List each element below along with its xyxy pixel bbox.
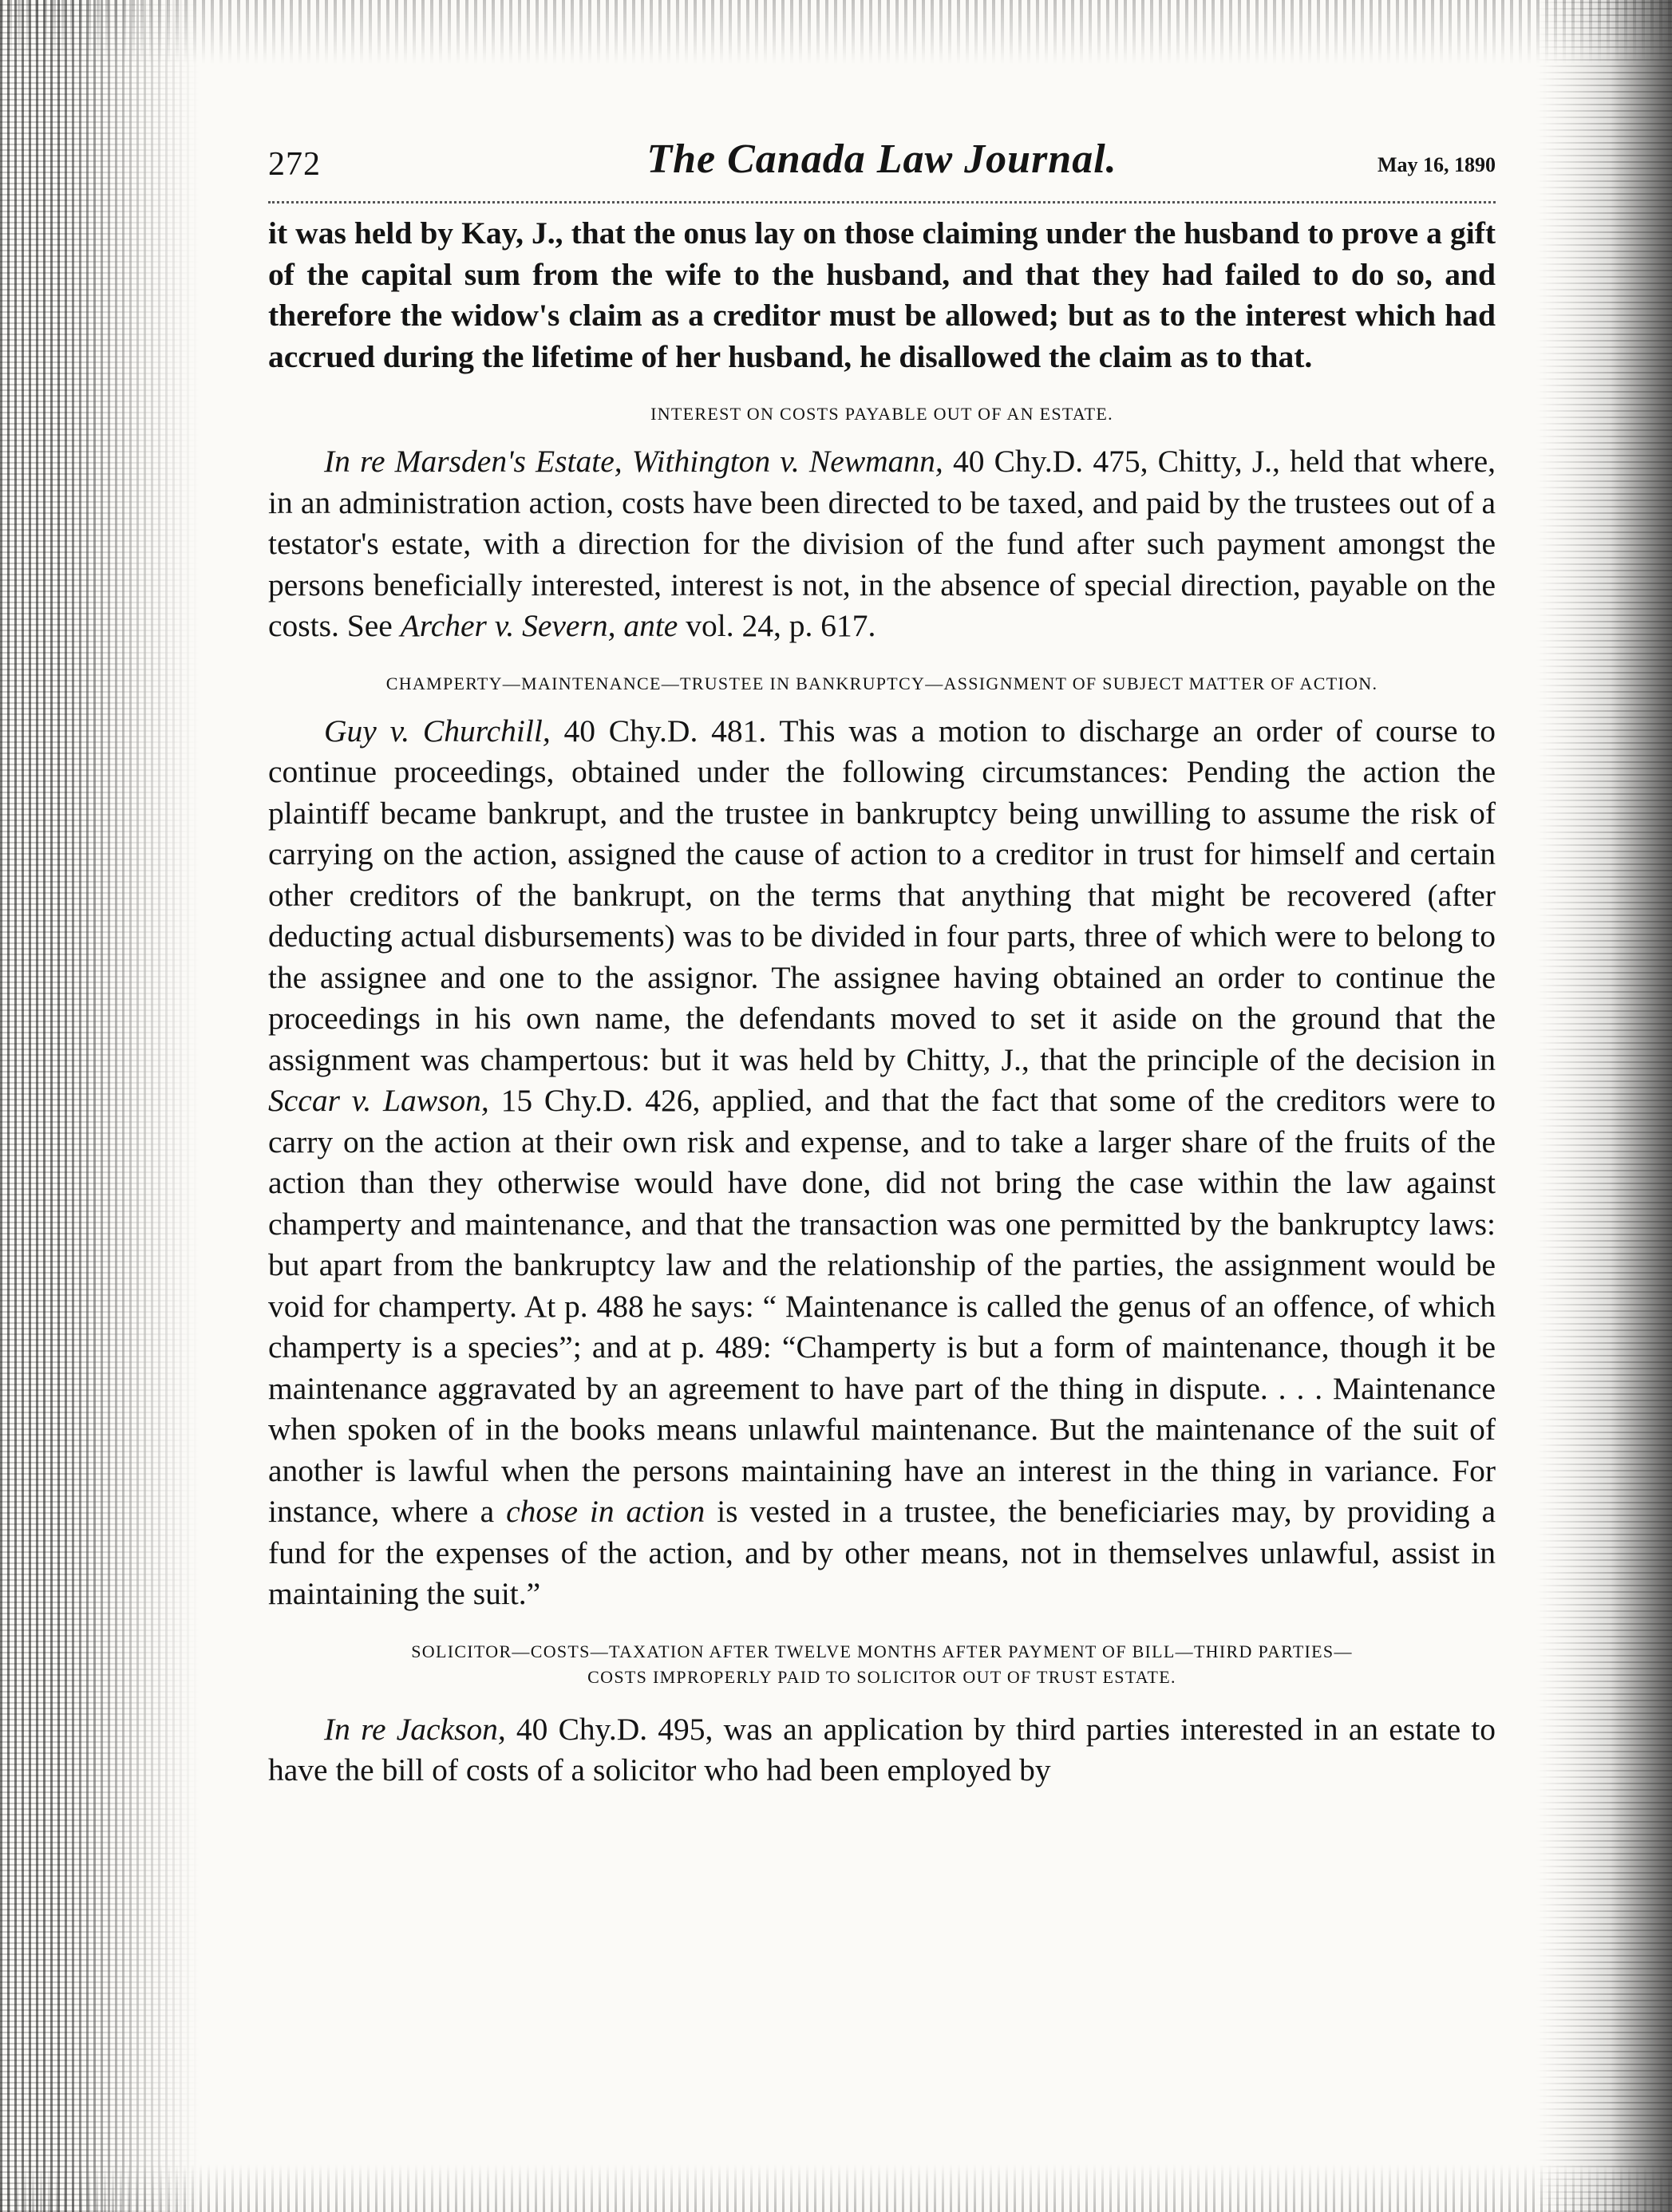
case-name-marsden: In re Marsden's Estate, Withington v. Newmann, bbox=[324, 444, 943, 479]
cited-case-scar: Sccar v. Lawson, bbox=[268, 1083, 489, 1118]
see-ref-archer: vol. 24, p. 617. bbox=[678, 608, 876, 643]
scan-edge-top bbox=[0, 0, 1672, 64]
running-head bbox=[268, 134, 1496, 193]
page-number: 272 bbox=[268, 146, 321, 183]
scan-edge-right bbox=[1536, 0, 1672, 2212]
case-body-marsden: 40 Chy.D. 475, Chitty, J., held that where, in an administration action, costs have been directed to be taxed, and paid by the trustees out of a testator's estate, with a direction for the division of the fund after such payment amongst the persons beneficially interested, interest is not, in the absence of special direction, payable on the costs. See bbox=[268, 444, 1496, 643]
case-body-jackson: 40 Chy.D. 495, was an application by third parties interested in an estate to have the bill of costs of a solicitor who had been employed by bbox=[268, 1711, 1496, 1787]
case-name-jackson: In re Jackson, bbox=[324, 1711, 506, 1747]
section-heading-solicitor-line-2: COSTS IMPROPERLY PAID TO SOLICITOR OUT OF TRUST ESTATE. bbox=[587, 1666, 1176, 1687]
issue-date: May 16, 1890 bbox=[1377, 153, 1496, 176]
case-name-guy: Guy v. Churchill, bbox=[324, 713, 551, 749]
section-heading-champerty: CHAMPERTY—MAINTENANCE—TRUSTEE IN BANKRUPTCY—ASSIGNMENT OF SUBJECT MATTER OF ACTION. bbox=[385, 673, 1378, 693]
case-paragraph-guy bbox=[268, 711, 1496, 1615]
section-heading-interest: INTEREST ON COSTS PAYABLE OUT OF AN ESTATE. bbox=[650, 404, 1113, 424]
scan-edge-left bbox=[0, 0, 200, 2212]
case-body-guy-part-3: is vested in a trustee, the beneficiaries may, by providing a fund for the expenses of the action, and by other means, not in themselves unlawful, assist in maintaining the suit.” bbox=[268, 1494, 1496, 1611]
chose-in-action-term: chose in action bbox=[506, 1494, 706, 1529]
case-paragraph-marsden bbox=[268, 441, 1496, 647]
case-body-guy-part-2: 15 Chy.D. 426, applied, and that the fact that some of the creditors were to carry on the action at their own risk and expense, and to take a larger share of the fruits of the action than they otherwise would have done, did not bring the case within the law against champerty and maintenance, and that the transaction was one permitted by the bankruptcy laws: but apart from the bankruptcy law and the relationship of the parties, the assignment would be void for champerty. At p. 488 he says: “ Maintenance is called the genus of an offence, of which champerty is a species”; and at p. 489: “Champerty is but a form of maintenance, though it be maintenance aggravated by an agreement to have part of the thing in dispute. . . . Maintenance when spoken of in the books means unlawful maintenance. But the maintenance of the suit of another is lawful when the persons maintaining have an interest in the thing in variance. For instance, where a bbox=[268, 1083, 1496, 1529]
journal-title: The Canada Law Journal. bbox=[646, 136, 1117, 182]
header-rule bbox=[268, 201, 1496, 203]
case-body-guy-part-1: 40 Chy.D. 481. This was a motion to discharge an order of course to continue proceedings, obtained under the following circumstances: Pending the action the plaintiff became bankrupt, and the trustee in bankruptcy being unwilling to assume the risk of carrying on the action, assigned the cause of action to a creditor in trust for himself and certain other creditors of the bankrupt, on the terms that anything that might be recovered (after deducting actual disbursements) was to be divided in four parts, three of which were to belong to the assignee and one to the assignor. The assignee having obtained an order to continue the proceedings in his own name, the defendants moved to set it aside on the ground that the assignment was champertous: but it was held by Chitty, J., that the principle of the decision in bbox=[268, 713, 1496, 1077]
see-case-archer: Archer v. Severn, ante bbox=[400, 608, 678, 643]
case-paragraph-jackson bbox=[268, 1709, 1496, 1791]
intro-paragraph: it was held by Kay, J., that the onus lay on those claiming under the husband to prove a gift of the capital sum from the wife to the husband, and that they had failed to do so, and therefore the widow's claim as a creditor must be allowed; but as to the interest which had accrued during the lifetime of her husband, he disallowed the claim as to that. bbox=[268, 215, 1496, 374]
journal-page bbox=[268, 134, 1496, 1791]
section-heading-solicitor-line-1: SOLICITOR—COSTS—TAXATION AFTER TWELVE MONTHS AFTER PAYMENT OF BILL—THIRD PARTIES— bbox=[411, 1641, 1353, 1661]
scan-edge-bottom bbox=[0, 2164, 1672, 2212]
